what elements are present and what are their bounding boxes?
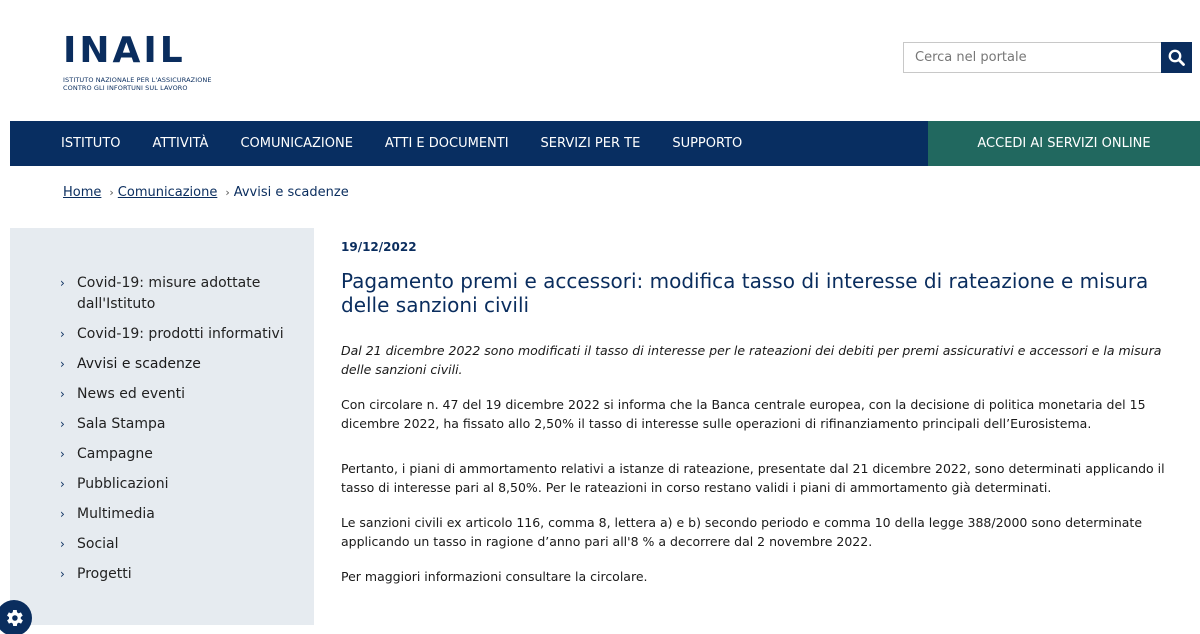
chevron-right-icon: › — [60, 567, 65, 581]
chevron-right-icon: › — [225, 186, 230, 199]
sidebar-item-label: Covid-19: prodotti informativi — [77, 326, 284, 342]
accessibility-button[interactable] — [0, 600, 32, 634]
sidebar-item-label: Multimedia — [77, 506, 155, 522]
search-input[interactable] — [904, 43, 1161, 72]
breadcrumb-current: Avvisi e scadenze — [233, 185, 349, 200]
sidebar-item-label: News ed eventi — [77, 386, 185, 402]
sidebar-item-label: Avvisi e scadenze — [77, 356, 201, 372]
nav-item-atti-documenti[interactable]: ATTI E DOCUMENTI — [384, 136, 509, 151]
sidebar-item-label: Pubblicazioni — [77, 476, 169, 492]
sidebar-item-label: Social — [77, 536, 119, 552]
nav-item-comunicazione[interactable]: COMUNICAZIONE — [240, 136, 353, 151]
logo-subtitle: ISTITUTO NAZIONALE PER L'ASSICURAZIONE CONTRO GLI INFORTUNI SUL LAVORO — [63, 76, 212, 92]
chevron-right-icon: › — [60, 387, 65, 401]
article-paragraph: Pertanto, i piani di ammortamento relativi a istanze di rateazione, presentate dal 21 dicembre 2022, sono determinati applicando il tasso di interesse pari al 8,50%. Per le rateazioni in corso restano validi i piani di ammortamento già determinati. — [341, 461, 1165, 495]
article-lead: Dal 21 dicembre 2022 sono modificati il tasso di interesse per le rateazioni dei debiti per premi assicurativi e accessori e la misura delle sanzioni civili. — [341, 343, 1162, 377]
site-header — [0, 0, 1200, 121]
sidebar-item-sala-stampa[interactable] — [10, 414, 314, 435]
sidebar-item-label: Sala Stampa — [77, 416, 166, 432]
sidebar-item-covid-misure[interactable] — [10, 273, 314, 315]
logo-mark: INAIL — [63, 30, 186, 71]
chevron-right-icon: › — [60, 276, 65, 290]
nav-item-istituto[interactable]: ISTITUTO — [61, 136, 121, 151]
sidebar-item-covid-prodotti[interactable] — [10, 324, 314, 345]
chevron-right-icon: › — [60, 417, 65, 431]
chevron-right-icon: › — [60, 327, 65, 341]
main-nav — [10, 121, 1200, 166]
sidebar-item-social[interactable] — [10, 534, 314, 555]
article-content — [341, 240, 1191, 602]
sidebar-item-news-eventi[interactable] — [10, 384, 314, 405]
search-box — [903, 42, 1192, 73]
chevron-right-icon: › — [60, 477, 65, 491]
search-icon — [1168, 49, 1185, 66]
sidebar-item-campagne[interactable] — [10, 444, 314, 465]
chevron-right-icon: › — [60, 537, 65, 551]
nav-item-attivita[interactable]: ATTIVITÀ — [152, 136, 209, 151]
sidebar-item-pubblicazioni[interactable] — [10, 474, 314, 495]
sidebar-item-progetti[interactable] — [10, 564, 314, 585]
sidebar-item-label: Covid-19: misure adottate dall'Istituto — [77, 275, 261, 312]
article-paragraph: Con circolare n. 47 del 19 dicembre 2022 si informa che la Banca centrale europea, con la decisione di politica monetaria del 15 dicembre 2022, ha fissato allo 2,50% il tasso di interesse sulle operazioni di rifinanziamento principali dell’Eurosistema. — [341, 397, 1146, 431]
gear-icon — [3, 607, 25, 629]
chevron-right-icon: › — [60, 447, 65, 461]
search-button[interactable] — [1161, 42, 1192, 73]
chevron-right-icon: › — [109, 186, 114, 199]
nav-item-servizi[interactable]: SERVIZI PER TE — [540, 136, 641, 151]
article-paragraph: Le sanzioni civili ex articolo 116, comma 8, lettera a) e b) secondo periodo e comma 10 della legge 388/2000 sono determinate applicando un tasso in ragione d’anno pari all'8 % a decorrere dal 2 novembre 2022. — [341, 515, 1143, 549]
sidebar-item-avvisi-scadenze[interactable] — [10, 354, 314, 375]
chevron-right-icon: › — [60, 357, 65, 371]
article-title: Pagamento premi e accessori: modifica tasso di interesse di rateazione e misura delle sanzioni civili — [341, 269, 1149, 317]
breadcrumb-home[interactable]: Home — [63, 185, 102, 200]
article-date: 19/12/2022 — [341, 240, 417, 254]
nav-menu — [10, 121, 928, 166]
sidebar-item-label: Progetti — [77, 566, 132, 582]
sidebar-menu — [10, 228, 314, 625]
breadcrumb — [63, 185, 349, 200]
sidebar-item-multimedia[interactable] — [10, 504, 314, 525]
chevron-right-icon: › — [60, 507, 65, 521]
online-services-button[interactable]: ACCEDI AI SERVIZI ONLINE — [928, 121, 1200, 166]
sidebar-item-label: Campagne — [77, 446, 153, 462]
breadcrumb-comunicazione[interactable]: Comunicazione — [117, 185, 218, 200]
inail-logo[interactable] — [63, 30, 223, 96]
article-paragraph: Per maggiori informazioni consultare la circolare. — [341, 569, 648, 584]
nav-item-supporto[interactable]: SUPPORTO — [672, 136, 743, 151]
